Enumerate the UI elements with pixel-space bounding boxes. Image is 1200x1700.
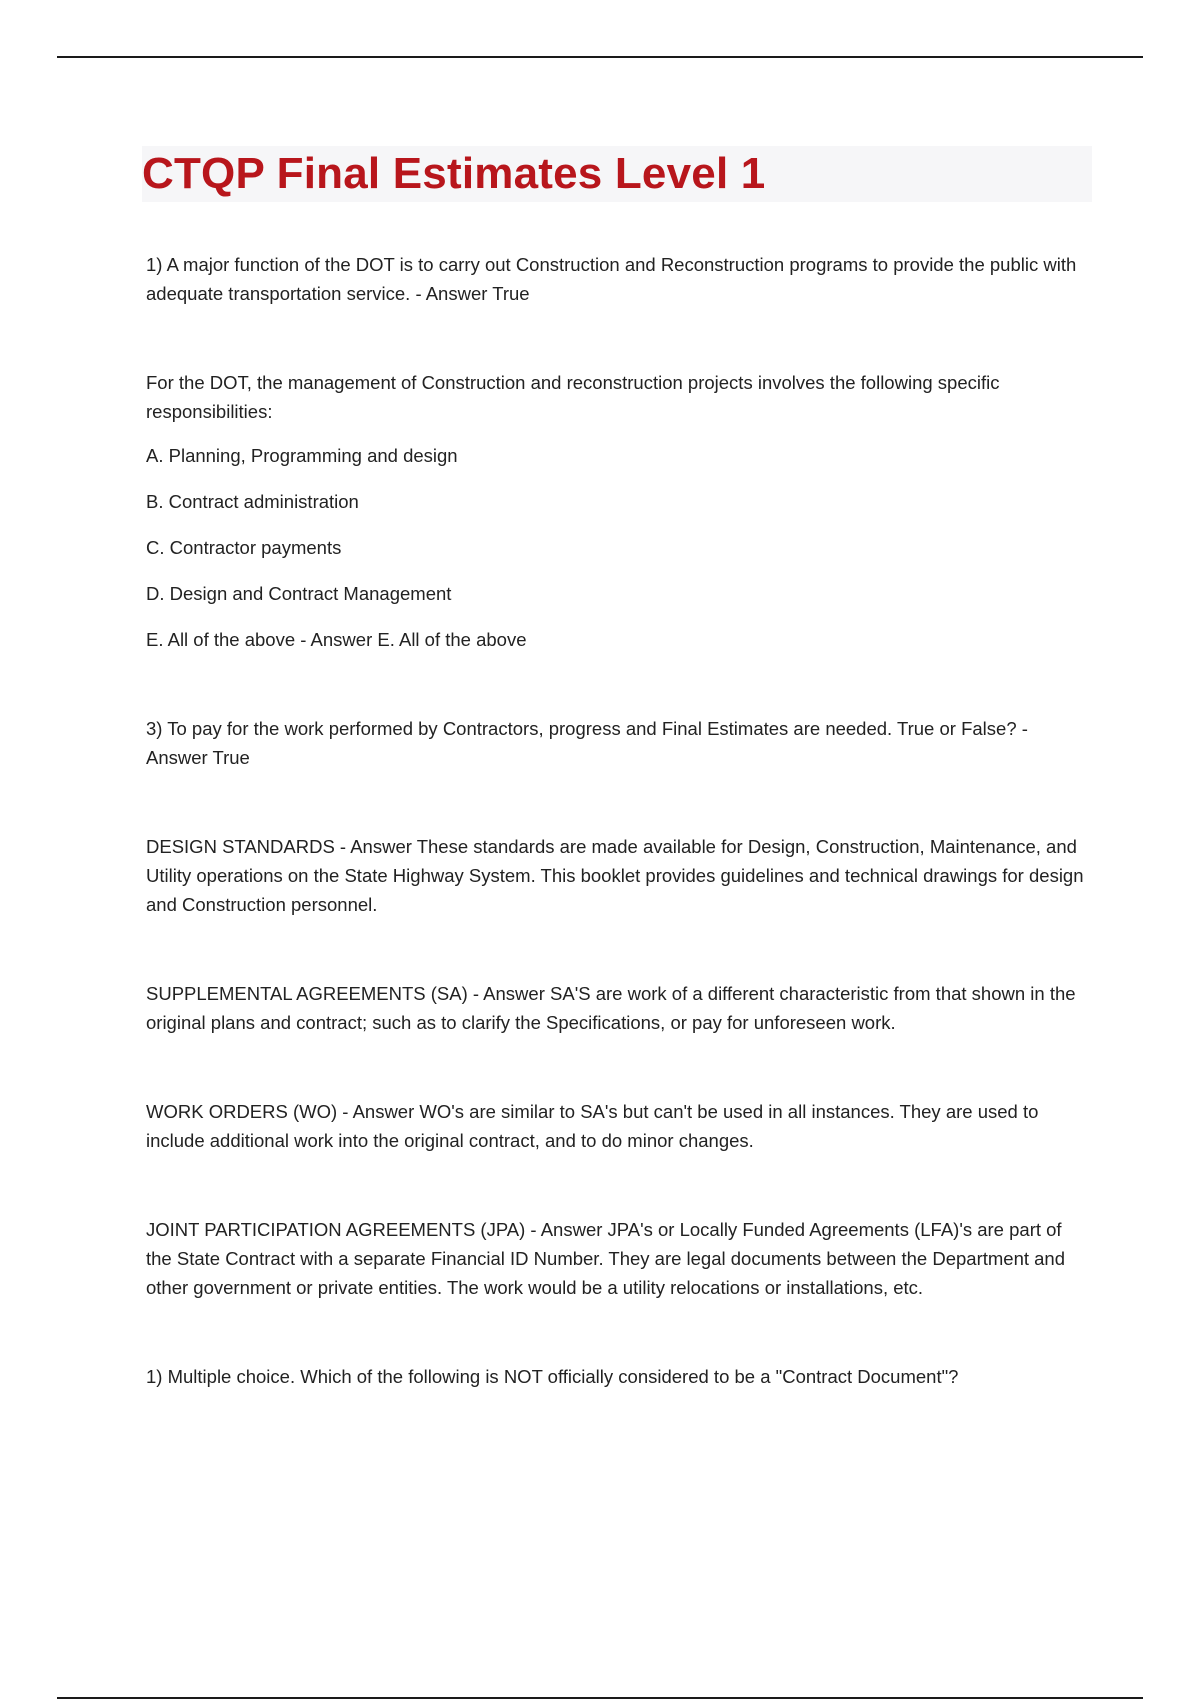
document-page: [142, 146, 1092, 1391]
option-b: B. Contract administration: [146, 491, 359, 512]
document-content: [146, 250, 1092, 1391]
question-3: 3) To pay for the work performed by Contractors, progress and Final Estimates are needed. True or False? - Answer True: [146, 718, 1028, 768]
top-rule: [57, 56, 1143, 58]
option-a: A. Planning, Programming and design: [146, 445, 458, 466]
option-c: C. Contractor payments: [146, 537, 342, 558]
option-e: E. All of the above - Answer E. All of the above: [146, 629, 527, 650]
joint-participation-agreements: JOINT PARTICIPATION AGREEMENTS (JPA) - Answer JPA's or Locally Funded Agreements (LFA)'s are part of the State Contract with a separate Financial ID Number. They are legal documents between the Department and other government or private entities. The work would be a utility relocations or installations, etc.: [146, 1219, 1066, 1298]
question-1: 1) A major function of the DOT is to carry out Construction and Reconstruction programs to provide the public with adequate transportation service. - Answer True: [146, 254, 1077, 304]
supplemental-agreements: SUPPLEMENTAL AGREEMENTS (SA) - Answer SA'S are work of a different characteristic from that shown in the original plans and contract; such as to clarify the Specifications, or pay for unforeseen work.: [146, 983, 1076, 1033]
bottom-rule: [57, 1697, 1143, 1699]
question-2-options: [146, 441, 1092, 654]
document-title: CTQP Final Estimates Level 1: [142, 149, 766, 198]
work-orders: WORK ORDERS (WO) - Answer WO's are similar to SA's but can't be used in all instances. They are used to include additional work into the original contract, and to do minor changes.: [146, 1101, 1039, 1151]
option-d: D. Design and Contract Management: [146, 583, 452, 604]
question-last: 1) Multiple choice. Which of the following is NOT officially considered to be a "Contract Document"?: [146, 1366, 959, 1387]
question-2-intro: For the DOT, the management of Construction and reconstruction projects involves the following specific responsibilities:: [146, 372, 1000, 422]
design-standards: DESIGN STANDARDS - Answer These standards are made available for Design, Construction, Maintenance, and Utility operations on the State Highway System. This booklet provides guidelines and technical drawings for design and Construction personnel.: [146, 836, 1084, 915]
title-bar: [142, 146, 1092, 202]
